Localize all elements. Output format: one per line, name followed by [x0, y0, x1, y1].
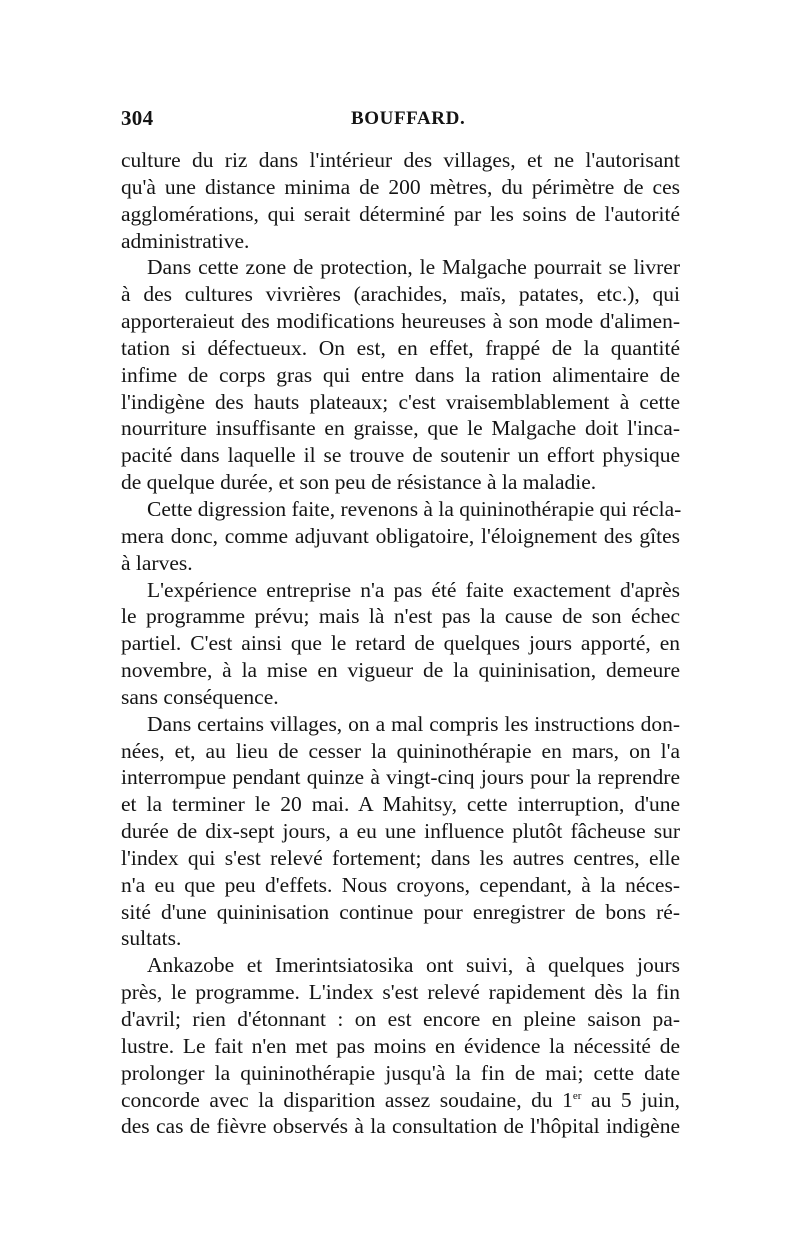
text-line	[121, 657, 680, 684]
text-line-content: sans conséquence.	[121, 684, 279, 709]
page-header	[121, 106, 681, 136]
text-line-content: partiel. C'est ainsi que le retard de quelques jours apporté, en	[121, 631, 680, 656]
text-line-content: prolonger la quininothérapie jusqu'à la fin de mai; cette date	[121, 1060, 680, 1085]
text-line	[121, 362, 680, 389]
text-line-content: pacité dans laquelle il se trouve de soutenir un effort physique	[121, 443, 680, 468]
text-line-content: lustre. Le fait n'en met pas moins en évidence la nécessité de	[121, 1033, 680, 1058]
text-line	[121, 469, 680, 496]
text-line-content: Cette digression faite, revenons à la quininothérapie qui récla-	[147, 496, 682, 521]
text-line	[121, 496, 680, 523]
page-number: 304	[121, 106, 154, 130]
text-line	[121, 308, 680, 335]
text-line-content: durée de dix-sept jours, a eu une influence plutôt fâcheuse sur	[121, 819, 680, 844]
text-line-content: tation si défectueux. On est, en effet, frappé de la quantité	[121, 335, 680, 360]
text-line	[121, 738, 680, 765]
text-line-content: des cas de fièvre observés à la consultation de l'hôpital indigène	[121, 1114, 680, 1139]
text-line	[121, 1033, 680, 1060]
text-line	[121, 845, 680, 872]
text-line	[121, 925, 680, 952]
text-line	[121, 523, 680, 550]
text-line-content: qu'à une distance minima de 200 mètres, du périmètre de ces	[121, 174, 680, 199]
text-line-content: Dans cette zone de protection, le Malgache pourrait se livrer	[147, 255, 680, 280]
text-line-content: agglomérations, qui serait déterminé par les soins de l'autorité	[121, 201, 680, 226]
text-line-content: d'avril; rien d'étonnant : on est encore en pleine saison pa-	[121, 1007, 680, 1031]
text-line-content: nourriture insuffisante en graisse, que le Malgache doit l'inca-	[121, 416, 680, 441]
text-line	[121, 442, 680, 469]
text-line-content: novembre, à la mise en vigueur de la quininisation, demeure	[121, 658, 680, 683]
text-line	[121, 711, 680, 738]
body-text	[121, 147, 680, 1140]
text-line-content: l'index qui s'est relevé fortement; dans les autres centres, elle	[121, 845, 680, 870]
text-line	[121, 952, 680, 979]
text-line	[121, 577, 680, 604]
text-line	[121, 550, 680, 577]
text-line	[121, 630, 680, 657]
text-line	[121, 979, 680, 1006]
text-line	[121, 764, 680, 791]
text-line-content: le programme prévu; mais là n'est pas la cause de son échec	[121, 604, 680, 629]
text-line-content: interrompue pendant quinze à vingt-cinq jours pour la reprendre	[121, 765, 680, 790]
text-line-tail: au 5 juin,	[581, 1087, 680, 1112]
text-line	[121, 1113, 680, 1140]
text-line-content: à larves.	[121, 550, 193, 575]
text-line-content: L'expérience entreprise n'a pas été faite exactement d'après	[147, 577, 680, 602]
text-line-content: nées, et, au lieu de cesser la quininothérapie en mars, on l'a	[121, 738, 680, 763]
text-line	[121, 603, 680, 630]
text-line-content: concorde avec la disparition assez soudaine, du 1	[121, 1087, 573, 1112]
text-line	[121, 1087, 680, 1114]
text-line	[121, 281, 680, 308]
text-line	[121, 147, 680, 174]
text-line-content: sultats.	[121, 926, 182, 951]
text-line-content: mera donc, comme adjuvant obligatoire, l'éloignement des gîtes	[121, 523, 680, 548]
text-line-content: Ankazobe et Imerintsiatosika ont suivi, à quelques jours	[147, 953, 680, 978]
text-line	[121, 899, 680, 926]
text-line-content: l'indigène des hauts plateaux; c'est vraisemblablement à cette	[121, 389, 680, 414]
running-head: BOUFFARD.	[351, 108, 466, 129]
superscript: er	[572, 1089, 582, 1102]
text-line-content: de quelque durée, et son peu de résistance à la maladie.	[121, 470, 597, 495]
text-line	[121, 201, 680, 228]
text-line-content: sité d'une quininisation continue pour enregistrer de bons ré-	[121, 899, 680, 924]
text-line	[121, 389, 680, 416]
text-line	[121, 684, 680, 711]
text-line-content: n'a eu que peu d'effets. Nous croyons, cependant, à la néces-	[121, 872, 680, 897]
text-line	[121, 1060, 680, 1087]
text-line	[121, 1006, 680, 1033]
text-line-content: et la terminer le 20 mai. A Mahitsy, cette interruption, d'une	[121, 792, 680, 817]
text-line	[121, 791, 680, 818]
text-line-content: administrative.	[121, 228, 250, 253]
text-line-content: apporteraieut des modifications heureuses à son mode d'alimen-	[121, 309, 680, 334]
text-line-content: infime de corps gras qui entre dans la ration alimentaire de	[121, 362, 680, 387]
text-line	[121, 415, 680, 442]
text-line	[121, 254, 680, 281]
text-line-content: Dans certains villages, on a mal compris les instructions don-	[147, 711, 680, 736]
text-line	[121, 174, 680, 201]
text-line	[121, 335, 680, 362]
text-line-content: près, le programme. L'index s'est relevé rapidement dès la fin	[121, 980, 680, 1005]
text-line-content: à des cultures vivrières (arachides, maïs, patates, etc.), qui	[121, 282, 680, 307]
text-line	[121, 872, 680, 899]
text-line	[121, 228, 680, 255]
text-line	[121, 818, 680, 845]
text-line-content: culture du riz dans l'intérieur des villages, et ne l'autorisant	[121, 148, 680, 172]
